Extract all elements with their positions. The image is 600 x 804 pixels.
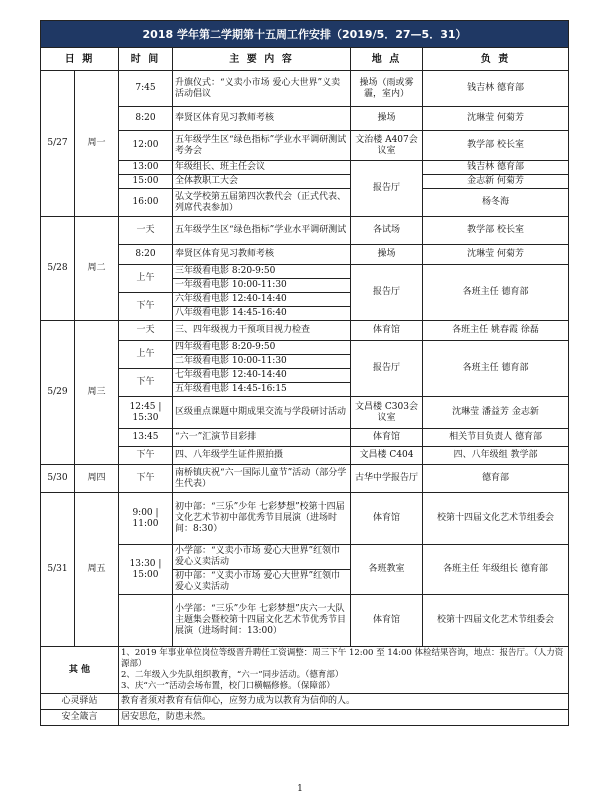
header-time: 时 间 [119,48,173,71]
date-cell: 5/29 [41,321,75,465]
owner-cell: 钱吉林 德育部 [423,71,569,107]
owner-cell: 沈琳莹 何菊芳 [423,245,569,265]
place-cell: 体育馆 [351,321,423,341]
place-cell: 文昌楼 C303会议室 [351,397,423,429]
schedule-table [40,20,569,726]
time-cell: 12:45 | 15:30 [119,397,173,429]
content-cell: 小学部：“三乐”少年 七彩梦想”庆六一大队主题集会暨校第十四届文化艺术节优秀节目展演（进场时间：13:00） [173,595,351,647]
time-cell: 上午 [119,341,173,369]
weekday-cell: 周五 [75,493,119,647]
motto-text: 教育者须对教育有信仰心，应努力成为以教育为信仰的人。 [119,694,569,710]
page-title: 2018 学年第二学期第十五周工作安排（2019/5．27—5．31） [41,21,569,48]
content-cell: 区级重点课题中期成果交流与学段研讨活动 [173,397,351,429]
content-cell: 全体教职工大会 [173,175,351,189]
place-cell: 操场 [351,245,423,265]
time-cell: 8:20 [119,107,173,131]
time-cell: 13:30 | 15:00 [119,545,173,595]
table-row [41,245,569,265]
content-cell: 五年级学生区“绿色指标”学业水平调研测试 [173,217,351,245]
place-cell: 报告厅 [351,265,423,321]
time-cell: 一天 [119,321,173,341]
schedule-sheet [40,20,568,726]
content-cell: 南桥镇庆祝“六一国际儿童节”活动（部分学生代表） [173,465,351,493]
date-cell: 5/28 [41,217,75,321]
owner-cell: 各班主任 德育部 [423,265,569,321]
header-date: 日 期 [41,48,119,71]
time-cell [119,595,173,647]
safety-row [41,710,569,726]
table-row [41,447,569,465]
content-cell: 八年级看电影 14:45-16:40 [173,307,351,321]
table-row [41,71,569,107]
table-row [41,465,569,493]
time-cell: 下午 [119,369,173,397]
content-cell: 五年级看电影 14:45-16:15 [173,383,351,397]
motto-label: 心灵驿站 [41,694,119,710]
owner-cell: 杨冬海 [423,189,569,217]
place-cell: 报告厅 [351,161,423,217]
place-cell: 文昌楼 C404 [351,447,423,465]
time-cell: 一天 [119,217,173,245]
other-item: 2、二年级入少先队组织教育，“六一”同步活动。（德育部） [121,670,344,680]
place-cell: 体育馆 [351,429,423,447]
place-cell: 古华中学报告厅 [351,465,423,493]
place-cell: 各试场 [351,217,423,245]
table-row [41,321,569,341]
date-cell: 5/30 [41,465,75,493]
content-cell: 初中部：“义卖小市场 爱心大世界”红领巾爱心义卖活动 [173,570,351,595]
other-row [41,647,569,694]
date-cell: 5/27 [41,71,75,217]
table-row [41,397,569,429]
weekday-cell: 周一 [75,71,119,217]
header-row [41,48,569,71]
time-cell: 13:00 [119,161,173,175]
header-owner: 负 责 [423,48,569,71]
weekday-cell: 周二 [75,217,119,321]
owner-cell: 教学部 校长室 [423,217,569,245]
table-row [41,107,569,131]
place-cell: 文治楼 A407会议室 [351,131,423,161]
time-cell: 13:45 [119,429,173,447]
table-row [41,265,569,279]
content-cell: 六年级看电影 12:40-14:40 [173,293,351,307]
other-label: 其 他 [41,647,119,694]
content-cell: “六一”汇演节目彩排 [173,429,351,447]
owner-cell: 教学部 校长室 [423,131,569,161]
table-row [41,341,569,355]
other-item: 1、2019 年事业单位岗位等级晋升聘任工资调整：周三下午 12:00 至 14:00 体检结果咨询，地点：报告厅。（人力资源部） [121,648,564,669]
owner-cell: 沈琳莹 潘益芳 金志新 [423,397,569,429]
content-cell: 年级组长、班主任会议 [173,161,351,175]
other-notes [119,647,569,694]
content-cell: 小学部：“义卖小市场 爱心大世界”红领巾爱心义卖活动 [173,545,351,570]
place-cell: 体育馆 [351,493,423,545]
safety-label: 安全箴言 [41,710,119,726]
owner-cell: 钱吉林 德育部 [423,161,569,175]
content-cell: 升旗仪式：“义卖小市场 爱心大世界”义卖活动倡议 [173,71,351,107]
table-row [41,131,569,161]
place-cell: 各班教室 [351,545,423,595]
place-cell: 操场 [351,107,423,131]
time-cell: 下午 [119,293,173,321]
motto-row [41,694,569,710]
table-row [41,189,569,217]
content-cell: 三、四年级视力干预项目视力检查 [173,321,351,341]
weekday-cell: 周四 [75,465,119,493]
content-cell: 二年级看电影 10:00-11:30 [173,355,351,369]
table-row [41,175,569,189]
content-cell: 初中部：“三乐”少年 七彩梦想”校第十四届文化艺术节初中部优秀节目展演（进场时间：8:30） [173,493,351,545]
table-row [41,217,569,245]
place-cell: 体育馆 [351,595,423,647]
owner-cell: 德育部 [423,465,569,493]
content-cell: 一年级看电影 10:00-11:30 [173,279,351,293]
time-cell: 下午 [119,465,173,493]
time-cell: 9:00 | 11:00 [119,493,173,545]
owner-cell: 各班主任 姚春霞 徐磊 [423,321,569,341]
time-cell: 15:00 [119,175,173,189]
safety-text: 居安思危，防患未然。 [119,710,569,726]
owner-cell: 校第十四届文化艺术节组委会 [423,493,569,545]
table-row [41,493,569,545]
content-cell: 四年级看电影 8:20-9:50 [173,341,351,355]
content-cell: 五年级学生区“绿色指标”学业水平调研测试考务会 [173,131,351,161]
content-cell: 七年级看电影 12:40-14:40 [173,369,351,383]
place-cell: 操场（雨或雾霾，室内） [351,71,423,107]
content-cell: 奉贤区体育见习教师考核 [173,245,351,265]
owner-cell: 金志新 何菊芳 [423,175,569,189]
header-place: 地 点 [351,48,423,71]
table-row [41,429,569,447]
owner-cell: 各班主任 德育部 [423,341,569,397]
header-content: 主 要 内 容 [173,48,351,71]
date-cell: 5/31 [41,493,75,647]
page-number: 1 [297,784,303,794]
owner-cell: 沈琳莹 何菊芳 [423,107,569,131]
other-item: 3、庆“六一”活动会场布置，校门口横幅修修。（保障部） [121,681,335,691]
owner-cell: 四、八年级组 教学部 [423,447,569,465]
content-cell: 四、八年级学生证件照拍摄 [173,447,351,465]
time-cell: 8:20 [119,245,173,265]
time-cell: 12:00 [119,131,173,161]
table-row [41,595,569,647]
content-cell: 三年级看电影 8:20-9:50 [173,265,351,279]
time-cell: 7:45 [119,71,173,107]
owner-cell: 校第十四届文化艺术节组委会 [423,595,569,647]
time-cell: 上午 [119,265,173,293]
owner-cell: 相关节目负责人 德育部 [423,429,569,447]
content-cell: 弘文学校第五届第四次教代会（正式代表、列席代表参加） [173,189,351,217]
owner-cell: 各班主任 年级组长 德育部 [423,545,569,595]
table-row [41,545,569,570]
content-cell: 奉贤区体育见习教师考核 [173,107,351,131]
table-row [41,161,569,175]
weekday-cell: 周三 [75,321,119,465]
time-cell: 下午 [119,447,173,465]
time-cell: 16:00 [119,189,173,217]
place-cell: 报告厅 [351,341,423,397]
